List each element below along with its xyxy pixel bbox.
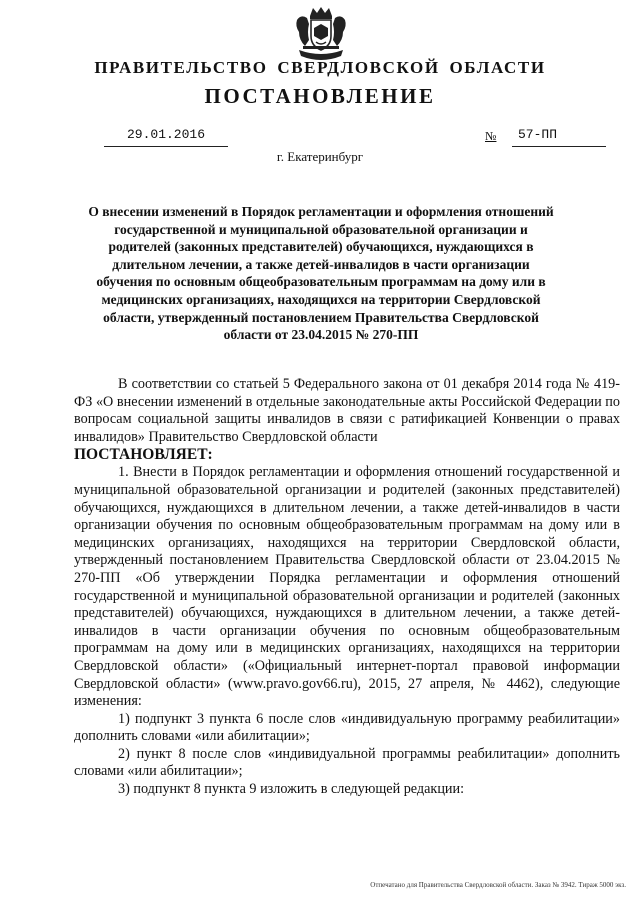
subitem-2-paragraph: 2) пункт 8 после слов «индивидуальной программы реабилитации» дополнить словами «или абилитации»; xyxy=(74,745,620,780)
document-title: О внесении изменений в Порядок регламентации и оформления отношений государственной и муниципальной образовательной организации и родителей (законных представителей) обучающихся, нуждающихся в длительном лечении, а также детей-инвалидов в части организации обучения по основным общеобразовательным программам на дому или в медицинских организациях, находящихся на территории Свердловской области, утвержденный постановлением Правительства Свердловской области от 23.04.2015 № 270-ПП xyxy=(88,204,554,343)
document-type: ПОСТАНОВЛЕНИЕ xyxy=(204,84,436,108)
government-name: ПРАВИТЕЛЬСТВО СВЕРДЛОВСКОЙ ОБЛАСТИ xyxy=(94,58,546,77)
number-underline xyxy=(512,146,606,147)
number-sign: № xyxy=(485,129,497,143)
item-1-paragraph: 1. Внести в Порядок регламентации и оформления отношений государственной и муниципальной образовательной организации и родителей (законных представителей) обучающихся, нуждающихся в длительном лечении, а также детей-инвалидов в части организации обучения по основным общеобразовательным программам на дому или в медицинских организациях, находящихся на территории Свердловской области, утвержденный постановлением Правительства Свердловской области от 23.04.2015 № 270-ПП «Об утверждении Порядка регламентации и оформления отношений государственной и муниципальной образовательной организации и родителей (законных представителей) обучающихся, нуждающихся в длительном лечении, а также детей-инвалидов в части организации обучения по основным общеобразовательным программам на дому или в медицинских организациях, находящихся на территории Свердловской области» («Официальный интернет-портал правовой информации Свердловской области» (www.pravo.gov66.ru), 2015, 27 апреля, № 4462), следующие изменения: xyxy=(74,464,620,710)
subitem-3-paragraph: 3) подпункт 8 пункта 9 изложить в следующей редакции: xyxy=(118,781,465,798)
coat-of-arms-icon xyxy=(293,6,349,64)
document-body xyxy=(74,376,620,799)
city: г. Екатеринбург xyxy=(276,149,364,164)
preamble-paragraph: В соответствии со статьей 5 Федерального закона от 01 декабря 2014 года № 419-ФЗ «О внесении изменений в отдельные законодательные акты Российской Федерации по вопросам социальной защиты инвалидов в связи с ратификацией Конвенции о правах инвалидов» Правительство Свердловской области xyxy=(74,376,620,445)
document-number: 57-ПП xyxy=(518,127,558,142)
decides-heading: ПОСТАНОВЛЯЕТ: xyxy=(74,446,213,464)
print-footer: Отпечатано для Правительства Свердловской области. Заказ № 3942. Тираж 5000 экз. xyxy=(370,881,626,889)
date-underline xyxy=(104,146,228,147)
subitem-1-paragraph: 1) подпункт 3 пункта 6 после слов «индивидуальную программу реабилитации» дополнить словами «или абилитации»; xyxy=(74,710,620,745)
document-date: 29.01.2016 xyxy=(126,127,205,142)
